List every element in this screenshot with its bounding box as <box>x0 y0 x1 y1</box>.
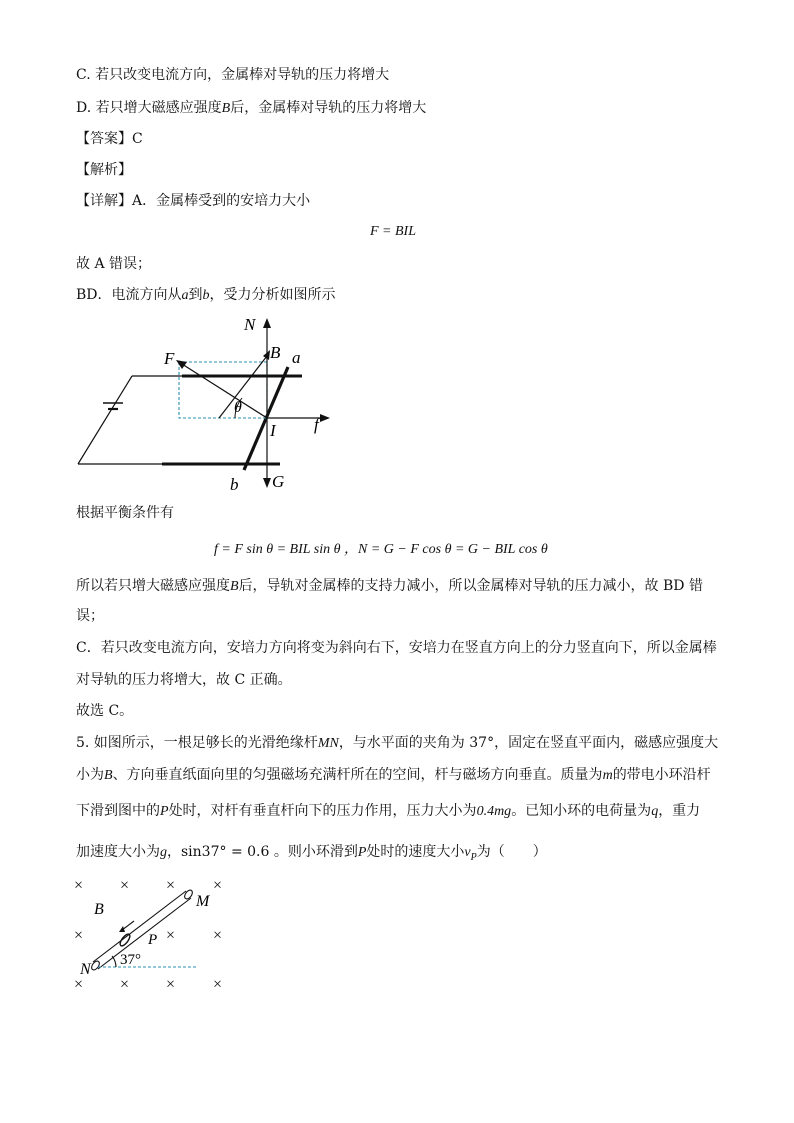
q5-line-4: 加速度大小为g，sin37° = 0.6 。则小环滑到P处时的速度大小$v_P$为（ ） <box>76 844 547 863</box>
detail-a: 【详解】A．金属棒受到的安培力大小 <box>76 193 311 209</box>
label-f-ampere: F <box>164 349 175 368</box>
final-choice: 故选 C。 <box>76 703 134 719</box>
analysis-label: 【解析】 <box>76 162 132 178</box>
field-cross: × <box>213 877 223 894</box>
bd-analysis: BD．电流方向从a到b，受力分析如图所示 <box>76 287 336 303</box>
field-cross: × <box>166 877 176 894</box>
field-cross: × <box>120 976 130 993</box>
q5-line-1: 5. 如图所示，一根足够长的光滑绝缘杆MN，与水平面的夹角为 37°，固定在竖直平面内，磁感应强度大 <box>76 735 719 751</box>
field-cross: × <box>166 927 176 944</box>
field-cross: × <box>74 976 84 993</box>
field-cross: × <box>166 976 176 993</box>
rod-diagram <box>68 872 238 997</box>
option-d: D. 若只增大磁感应强度B后，金属棒对导轨的压力将增大 <box>76 100 427 116</box>
equilibrium-text: 根据平衡条件有 <box>76 505 174 521</box>
formula-equilibrium: f = F sin θ = BIL sin θ ，N = G − F cos θ = G − BIL cos θ <box>214 542 548 557</box>
label-m: M <box>196 893 210 910</box>
label-b: B <box>270 343 281 362</box>
field-cross: × <box>213 927 223 944</box>
label-f-friction: f <box>314 415 319 434</box>
analysis-c-2: 对导轨的压力将增大，故 C 正确。 <box>76 672 292 688</box>
analysis-c-1: C．若只改变电流方向，安培力方向将变为斜向右下，安培力在竖直方向上的分力竖直向下，所以金属棒 <box>76 640 717 656</box>
rod-end-n <box>90 960 101 972</box>
label-p: P <box>148 932 158 948</box>
field-cross: × <box>120 877 130 894</box>
label-g: G <box>272 472 285 491</box>
q5-line-3: 下滑到图中的P处时，对杆有垂直杆向下的压力作用，压力大小为0.4mg。已知小环的电荷量为q，重力 <box>76 803 701 819</box>
conclusion-bd: 所以若只增大磁感应强度B后，导轨对金属棒的支持力减小，所以金属棒对导轨的压力减小，故 BD 错 <box>76 578 703 594</box>
force-diagram <box>70 312 340 497</box>
option-c: C. 若只改变电流方向，金属棒对导轨的压力将增大 <box>76 67 390 83</box>
b-field-line <box>219 356 267 418</box>
label-b-end: b <box>230 475 239 494</box>
label-a: a <box>292 348 301 367</box>
rod-end-m <box>183 889 194 901</box>
circuit-left-wire <box>78 376 132 464</box>
q5-line-2: 小为B、方向垂直纸面向里的匀强磁场充满杆所在的空间，杆与磁场方向垂直。质量为m的带电小环沿杆 <box>76 767 711 783</box>
field-cross: × <box>213 976 223 993</box>
field-cross: × <box>74 927 84 944</box>
angle-arc <box>112 956 116 967</box>
label-n: N <box>244 315 256 334</box>
rod-edge-lower <box>98 898 191 969</box>
formula-ampere: F = BIL <box>370 224 416 239</box>
a-wrong: 故 A 错误； <box>76 256 152 272</box>
label-theta: θ <box>234 399 242 416</box>
label-angle: 37° <box>120 952 141 968</box>
answer: 【答案】C <box>76 131 143 147</box>
conclusion-bd-end: 误； <box>76 608 104 624</box>
field-cross: × <box>74 877 84 894</box>
label-b-field: B <box>94 901 104 918</box>
label-n: N <box>80 961 91 978</box>
label-i: I <box>270 421 276 440</box>
